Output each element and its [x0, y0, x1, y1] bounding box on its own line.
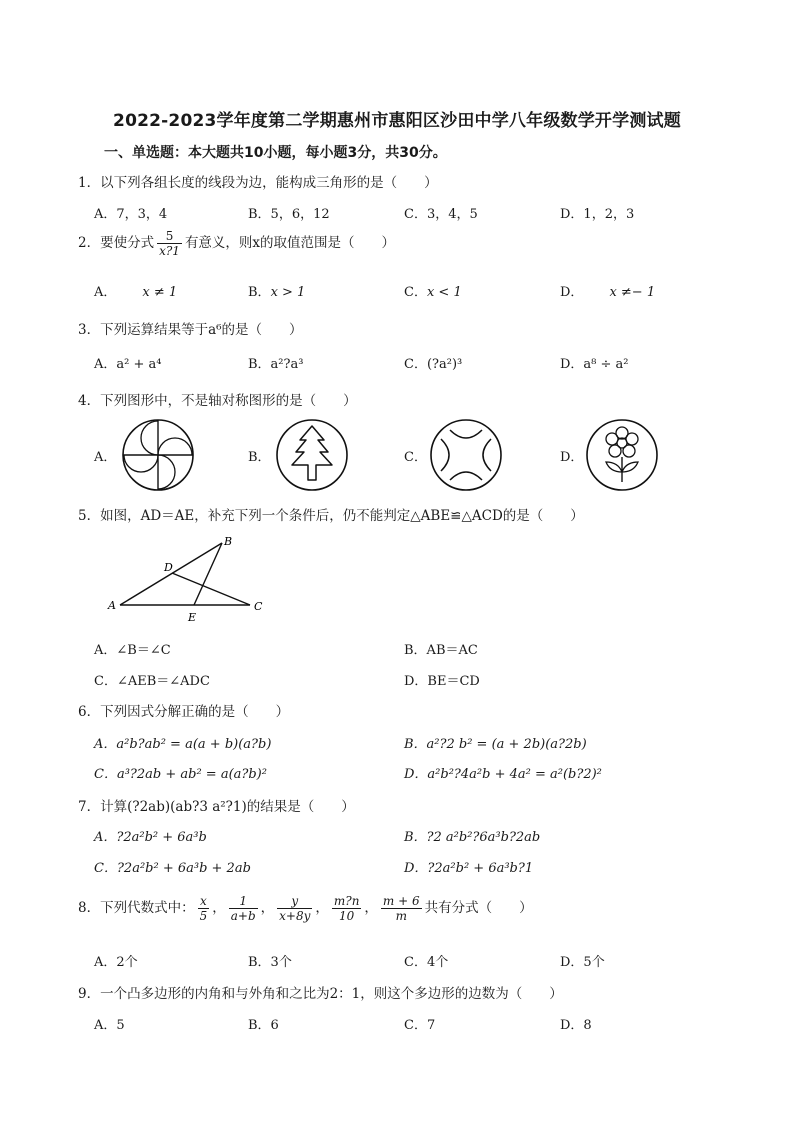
question-4-option-b[interactable]: B．	[248, 450, 271, 465]
question-7-option-c[interactable]: C．?2a²b² + 6a³b + 2ab	[94, 861, 251, 876]
question-6-option-d[interactable]: D．a²b²?4a²b + 4a² = a²(b?2)²	[404, 767, 602, 782]
flower-circle-figure[interactable]	[584, 418, 660, 492]
question-8-stem	[78, 894, 533, 923]
question-2-option-c[interactable]	[404, 281, 462, 300]
question-8-option-a[interactable]: A．2个	[94, 955, 138, 970]
question-2-prefix: 2．要使分式	[78, 235, 155, 251]
fraction-denominator: 10	[332, 908, 362, 923]
question-3-option-b[interactable]: B．a²?a³	[248, 357, 304, 372]
fraction-2	[229, 894, 258, 923]
question-9-stem: 9．一个凸多边形的内角和与外角和之比为2：1，则这个多边形的边数为（ ）	[78, 986, 563, 1002]
question-5-option-d[interactable]: D．BE＝CD	[404, 674, 480, 689]
question-3-option-d[interactable]: D．a⁸ ÷ a²	[560, 357, 629, 372]
fraction-numerator: m?n	[333, 894, 360, 908]
point-e-label: E	[188, 611, 197, 624]
fraction-numerator: y	[291, 894, 299, 908]
question-8-option-b[interactable]: B．3个	[248, 955, 292, 970]
question-2-stem	[78, 229, 395, 258]
question-7-option-a[interactable]: A．?2a²b² + 6a³b	[94, 830, 207, 845]
triangle-diagram	[100, 533, 280, 625]
question-5-option-b[interactable]: B．AB＝AC	[404, 643, 478, 658]
separator: ，	[315, 900, 329, 916]
option-letter: A．	[94, 285, 117, 300]
question-4-option-a[interactable]: A．	[94, 450, 117, 465]
tree-circle-figure[interactable]	[274, 418, 350, 492]
question-6-option-a[interactable]: A．a²b?ab² = a(a + b)(a?b)	[94, 737, 272, 752]
question-4-option-d[interactable]: D．	[560, 450, 584, 465]
fraction-1	[198, 894, 210, 923]
point-d-label: D	[164, 561, 173, 574]
question-8-suffix: 共有分式（ ）	[424, 900, 533, 916]
fraction-denominator: 5	[199, 909, 208, 923]
option-expression: x < 1	[426, 285, 462, 300]
fraction-numerator: 1	[239, 894, 247, 908]
question-8-prefix: 8．下列代数式中：	[78, 900, 195, 916]
section-heading: 一、单选题：本大题共10小题，每小题3分，共30分。	[104, 145, 447, 161]
question-7-option-b[interactable]: B．?2 a²b²?6a³b?2ab	[404, 830, 541, 845]
option-letter: B．	[248, 285, 271, 300]
separator: ，	[260, 900, 275, 916]
fraction-numerator: 5	[165, 229, 174, 243]
question-3-option-a[interactable]: A．a² + a⁴	[94, 357, 162, 372]
question-3-stem: 3．下列运算结果等于a⁶的是（ ）	[78, 322, 303, 338]
option-expression: x ≠− 1	[609, 285, 656, 300]
question-9-option-b[interactable]: B．6	[248, 1018, 279, 1033]
question-7-option-d[interactable]: D．?2a²b² + 6a³b?1	[404, 861, 534, 876]
question-5-option-a[interactable]: A．∠B＝∠C	[94, 643, 171, 658]
question-6-stem: 6．下列因式分解正确的是（ ）	[78, 704, 290, 720]
question-9-option-a[interactable]: A．5	[94, 1018, 125, 1033]
option-letter: D．	[560, 285, 584, 300]
question-9-option-c[interactable]: C．7	[404, 1018, 436, 1033]
fraction-4	[332, 894, 362, 923]
option-letter: C．	[404, 285, 427, 300]
question-1-option-b[interactable]: B．5，6，12	[248, 207, 330, 222]
pinwheel-circle-figure[interactable]	[120, 418, 196, 492]
question-3-option-c[interactable]: C．(?a²)³	[404, 357, 463, 372]
question-6-option-c[interactable]: C．a³?2ab + ab² = a(a?b)²	[94, 767, 267, 782]
page-title: 2022-2023学年度第二学期惠州市惠阳区沙田中学八年级数学开学测试题	[113, 111, 681, 131]
option-expression: x > 1	[270, 285, 306, 300]
fraction-numerator: m + 6	[382, 894, 420, 908]
question-8-option-d[interactable]: D．5个	[560, 955, 605, 970]
fraction-5	[381, 894, 422, 923]
question-2-option-a[interactable]	[94, 281, 177, 300]
question-2-option-b[interactable]	[248, 281, 305, 300]
question-4-option-c[interactable]: C．	[404, 450, 427, 465]
fraction-denominator: m	[381, 908, 422, 923]
question-4-stem: 4．下列图形中，不是轴对称图形的是（ ）	[78, 393, 357, 409]
question-5-stem: 5．如图，AD＝AE，补充下列一个条件后，仍不能判定△ABE≌△ACD的是（ ）	[78, 508, 584, 524]
fraction-denominator: x+8y	[279, 909, 311, 923]
question-6-option-b[interactable]: B．a²?2 b² = (a + 2b)(a?2b)	[404, 737, 587, 752]
question-7-stem: 7．计算(?2ab)(ab?3 a²?1)的结果是（ ）	[78, 799, 355, 815]
fraction-denominator: x?1	[159, 244, 180, 258]
question-2-fraction	[157, 229, 182, 258]
question-5-option-c[interactable]: C．∠AEB＝∠ADC	[94, 674, 210, 689]
separator: ，	[364, 900, 378, 916]
question-1-stem: 1．以下列各组长度的线段为边，能构成三角形的是（ ）	[78, 175, 438, 191]
question-2-suffix: 有意义，则x的取值范围是（ ）	[184, 235, 396, 251]
separator: ，	[212, 900, 226, 916]
question-1-option-a[interactable]: A．7，3，4	[94, 207, 168, 222]
question-1-option-d[interactable]: D．1，2，3	[560, 207, 635, 222]
question-9-option-d[interactable]: D．8	[560, 1018, 592, 1033]
fraction-numerator: x	[200, 894, 207, 908]
point-a-label: A	[108, 599, 116, 612]
question-2-option-d[interactable]	[560, 281, 655, 300]
fraction-denominator: a+b	[230, 909, 256, 923]
question-1-option-c[interactable]: C．3，4，5	[404, 207, 478, 222]
point-b-label: B	[224, 535, 233, 548]
point-c-label: C	[254, 600, 263, 613]
option-expression: x ≠ 1	[142, 285, 178, 300]
question-8-option-c[interactable]: C．4个	[404, 955, 449, 970]
fraction-3	[277, 894, 312, 923]
concave-square-circle-figure[interactable]	[428, 418, 504, 492]
